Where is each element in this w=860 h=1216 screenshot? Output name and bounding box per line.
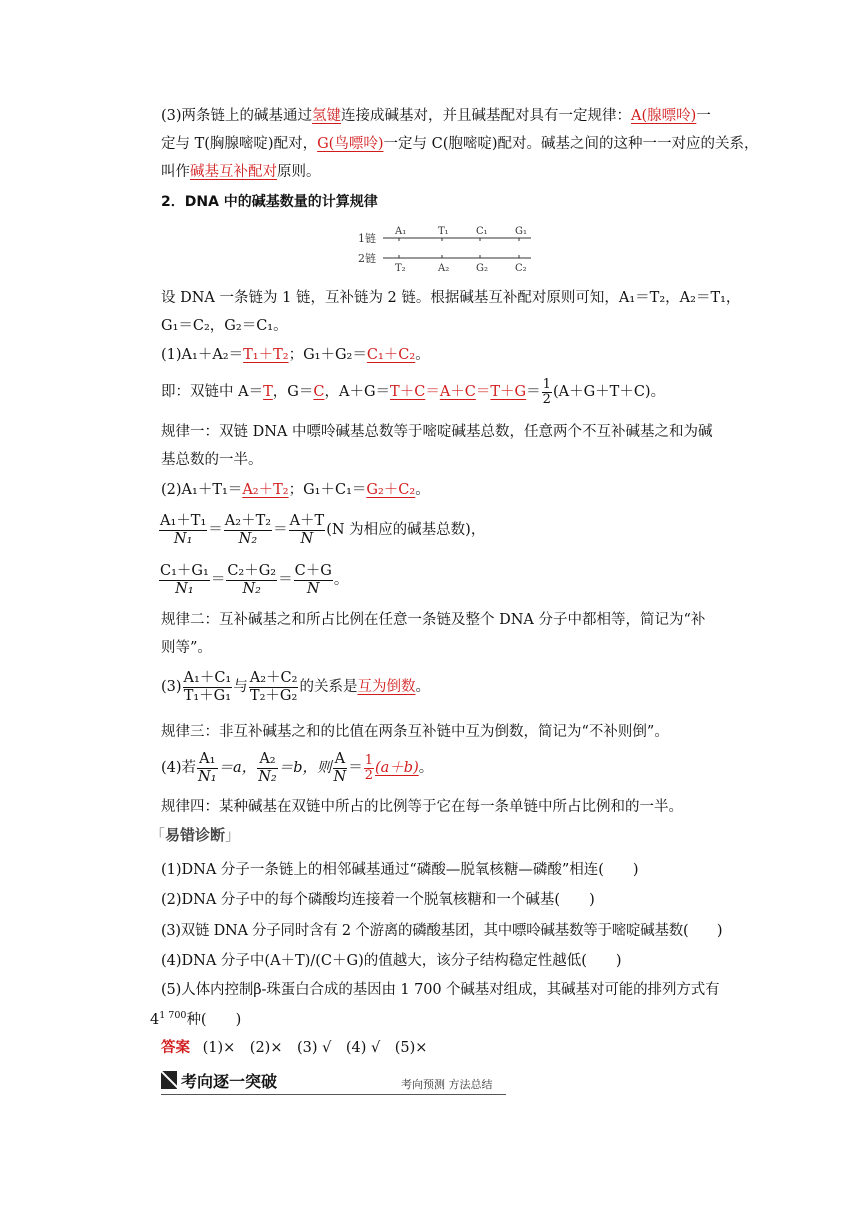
question-1: (1)DNA 分子一条链上的相邻碱基通过“磷酸—脱氧核糖—磷酸”相连( ) <box>161 862 639 878</box>
base-bottom-4: C₂ <box>515 263 527 274</box>
para-3-line-1: (3)两条链上的碱基通过氢键连接成碱基对，并且碱基配对具有一定规律：A(腺嘌呤)一 <box>161 108 711 124</box>
base-bottom-1: T₂ <box>395 263 406 274</box>
equation-at-ratio: $\frac{\text{A₁＋T₁}}{\text{N₁}}$ ＝ $\frac{\text{A₂＋T₂}}{\text{N₂}}$ ＝ $\frac{A+T}{N}$ (N 为相应的碱基总数)， <box>160 512 486 547</box>
rule-2-line-2: 则等”。 <box>161 640 212 656</box>
fraction-one-half: $\frac{1}{2}$ <box>542 376 551 407</box>
answer-text: (1)× (2)× (3) √ (4) √ (5)× <box>202 1040 428 1056</box>
section-banner <box>161 1068 506 1095</box>
answer-hydrogen-bond: 氢键 <box>312 108 342 124</box>
base-bottom-3: G₂ <box>476 263 488 274</box>
intro-line-2: G₁＝C₂，G₂＝C₁。 <box>161 318 288 334</box>
equation-3: (3) $\frac{\text{A₁＋C₁}}{\text{T₁＋G₁}}$ 与 $\frac{\text{A₂＋C₂}}{\text{T₂＋G₂}}$ 的关系是 互为倒数 。 <box>161 669 430 704</box>
rule-4: 规律四：某种碱基在双链中所占的比例等于它在每一条单链中所占比例和的一半。 <box>161 799 683 815</box>
question-4: (4)DNA 分子中(A＋T)/(C＋G)的值越大，该分子结构稳定性越低( ) <box>161 953 622 969</box>
base-bottom-2: A₂ <box>438 263 450 274</box>
question-2: (2)DNA 分子中的每个磷酸均连接着一个脱氧核糖和一个碱基( ) <box>161 892 595 908</box>
strand-1-label: 1链 <box>358 232 376 245</box>
diagnosis-title: 「易错诊断」 <box>150 826 241 844</box>
strand-2-label: 2链 <box>358 252 376 265</box>
section-title: 考向逐一突破 <box>181 1072 278 1091</box>
base-top-3: C₁ <box>476 226 488 237</box>
equation-2: (2)A₁＋T₁＝A₂＋T₂；G₁＋C₁＝G₂＋C₂。 <box>161 482 430 498</box>
answer-line <box>161 1038 427 1058</box>
rule-1-line-1: 规律一：双链 DNA 中嘌呤碱基总数等于嘧啶碱基总数，任意两个不互补碱基之和为碱 <box>161 424 713 440</box>
question-5-line-1: (5)人体内控制β-珠蛋白合成的基因由 1 700 个碱基对组成，其碱基对可能的排列方式有 <box>161 982 720 998</box>
rule-3: 规律三：非互补碱基之和的比值在两条互补链中互为倒数，简记为“不补则倒”。 <box>161 724 669 740</box>
equation-4: (4)若 $\frac{\text{A₁}}{\text{N₁}}$ ＝a， $\frac{\text{A₂}}{\text{N₂}}$ ＝b，则 $\frac{A}{N}$ ＝ $\frac{1}{2}$ (a＋b) 。 <box>161 750 434 785</box>
para-3-line-3: 叫作碱基互补配对原则。 <box>161 164 321 180</box>
question-5-line-2: $4^{1 700}$种( ) <box>150 1010 242 1028</box>
rule-2-line-1: 规律二：互补碱基之和所占比例在任意一条链及整个 DNA 分子中都相等，简记为“补 <box>161 612 706 628</box>
banner-corner-icon <box>161 1071 177 1089</box>
answer-guanine: G(鸟嘌呤) <box>317 136 384 152</box>
dna-strand-diagram <box>355 225 535 275</box>
equation-1: (1)A₁＋A₂＝T₁＋T₂；G₁＋G₂＝C₁＋C₂。 <box>161 347 430 363</box>
section-heading-2: 2．DNA 中的碱基数量的计算规律 <box>161 194 378 210</box>
answer-adenine: A(腺嘌呤) <box>631 108 697 124</box>
answer-label: 答案 <box>161 1040 190 1056</box>
answer-base-pairing: 碱基互补配对 <box>190 164 277 180</box>
base-top-2: T₁ <box>438 226 449 237</box>
intro-line-1: 设 DNA 一条链为 1 链，互补链为 2 链。根据碱基互补配对原则可知，A₁＝T₂，A₂＝T₁， <box>161 290 741 306</box>
section-subtitle: 考向预测 方法总结 <box>401 1078 493 1091</box>
base-top-1: A₁ <box>395 226 407 237</box>
base-top-4: G₁ <box>515 226 527 237</box>
double-strand-equation: 即：双链中 A＝ T ，G＝ C ，A＋G＝ T＋C ＝ A＋C ＝ T＋G ＝ $\frac{1}{2}$ (A＋G＋T＋C)。 <box>161 376 666 407</box>
question-3: (3)双链 DNA 分子同时含有 2 个游离的磷酸基团，其中嘌呤碱基数等于嘧啶碱基数( ) <box>161 923 723 939</box>
equation-cg-ratio: $\frac{\text{C₁＋G₁}}{\text{N₁}}$ ＝ $\frac{\text{C₂＋G₂}}{\text{N₂}}$ ＝ $\frac{C+G}{N}$ 。 <box>160 562 349 597</box>
rule-1-line-2: 基总数的一半。 <box>161 452 263 468</box>
para-3-line-2: 定与 T(胸腺嘧啶)配对，G(鸟嘌呤)一定与 C(胞嘧啶)配对。碱基之间的这种一一对应的关系， <box>161 136 759 152</box>
